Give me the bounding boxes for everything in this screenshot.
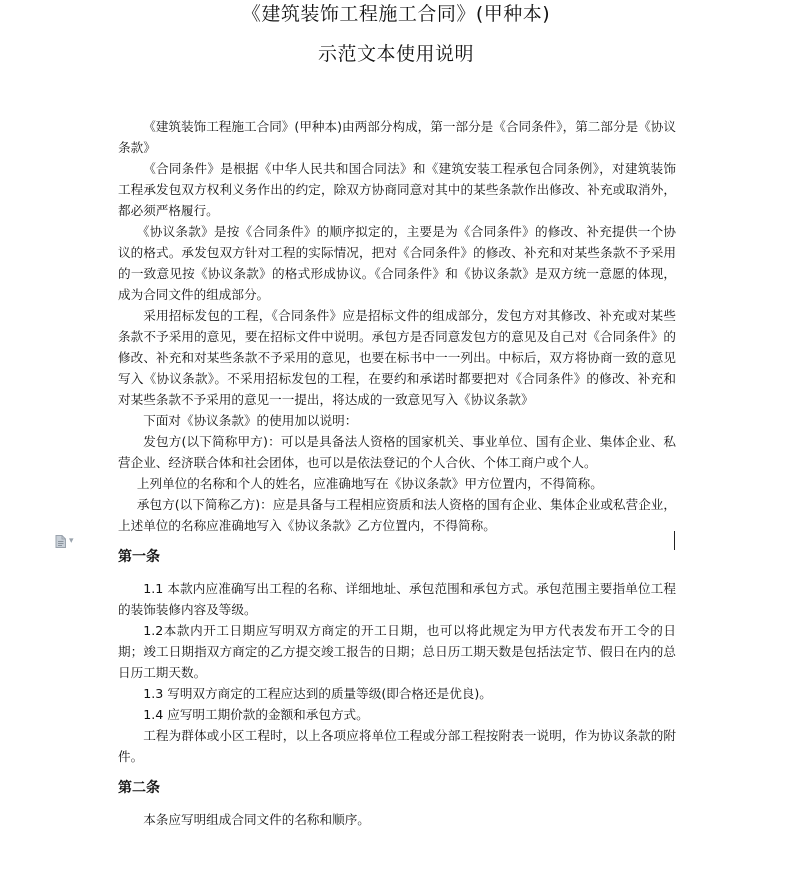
paragraph: 发包方(以下简称甲方)：可以是具备法人资格的国家机关、事业单位、国有企业、集体企业、私营企业、经济联合体和社会团体，也可以是依法登记的个人合伙、个体工商户或个人。: [118, 434, 676, 470]
text-cursor: [674, 531, 675, 550]
document-subtitle: 示范文本使用说明: [317, 43, 474, 65]
paragraph: 承包方(以下简称乙方)：应是具备与工程相应资质和法人资格的国有企业、集体企业或私营企业，上述单位的名称应准确地写入《协议条款》乙方位置内，不得简称。: [118, 497, 676, 533]
clause-item: 1.4 应写明工期价款的金额和承包方式。: [143, 707, 369, 722]
paragraph: 下面对《协议条款》的使用加以说明：: [143, 413, 358, 428]
document-body[interactable]: [118, 116, 676, 830]
paragraph: 《建筑装饰工程施工合同》(甲种本)由两部分构成，第一部分是《合同条件》，第二部分是《协议条款》: [118, 119, 676, 155]
clause-item: 工程为群体或小区工程时，以上各项应将单位工程或分部工程按附表一说明，作为协议条款的附件。: [118, 728, 676, 764]
section-heading: 第二条: [118, 780, 160, 796]
document-options-button[interactable]: [55, 534, 81, 548]
document-title: 《建筑装饰工程施工合同》(甲种本): [241, 3, 551, 25]
clause-item: 1.2本款内开工日期应写明双方商定的开工日期，也可以将此规定为甲方代表发布开工令的日期；竣工日期指双方商定的乙方提交竣工报告的日期；总日历工期天数是包括法定节、假日在内的总日历工期天数。: [118, 623, 676, 680]
chevron-down-icon: ▾: [69, 536, 74, 546]
section-heading: 第一条: [118, 549, 160, 565]
paragraph: 采用招标发包的工程，《合同条件》应是招标文件的组成部分，发包方对其修改、补充或对某些条款不予采用的意见，要在招标文件中说明。承包方是否同意发包方的意见及自己对《合同条件》的修改、补充和对某些条款不予采用的意见，也要在标书中一一列出。中标后，双方将协商一致的意见写入《协议条款》。不采用招标发包的工程，在要约和承诺时都要把对《合同条件》的修改、补充和对某些条款不予采用的意见一一提出，将达成的一致意见写入《协议条款》: [118, 308, 676, 407]
clause-item: 1.1 本款内应准确写出工程的名称、详细地址、承包范围和承包方式。承包范围主要指单位工程的装饰装修内容及等级。: [118, 581, 676, 617]
paragraph: 《合同条件》是根据《中华人民共和国合同法》和《建筑安装工程承包合同条例》，对建筑装饰工程承发包双方权利义务作出的约定，除双方协商同意对其中的某些条款作出修改、补充或取消外，都必须严格履行。: [118, 161, 676, 218]
clause-item: 1.3 写明双方商定的工程应达到的质量等级(即合格还是优良)。: [143, 686, 492, 701]
document-icon: [55, 535, 66, 548]
paragraph: 《协议条款》是按《合同条件》的顺序拟定的，主要是为《合同条件》的修改、补充提供一个协议的格式。承发包双方针对工程的实际情况，把对《合同条件》的修改、补充和对某些条款不予采用的一致意见按《协议条款》的格式形成协议。《合同条件》和《协议条款》是双方统一意愿的体现，成为合同文件的组成部分。: [118, 224, 676, 302]
clause-item: 本条应写明组成合同文件的名称和顺序。: [143, 812, 370, 827]
paragraph: 上列单位的名称和个人的姓名，应准确地写在《协议条款》甲方位置内，不得简称。: [136, 476, 603, 491]
